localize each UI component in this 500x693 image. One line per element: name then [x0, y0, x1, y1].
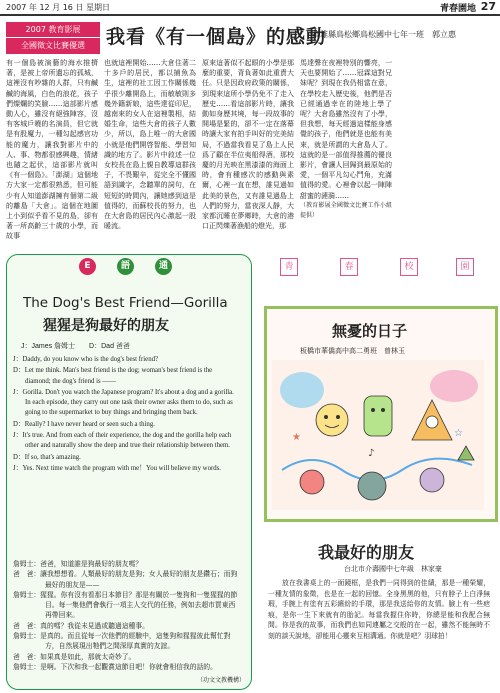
article-column-3: 原來這著似不起眼的小學是那麼的重要，背負著如此重責大任。只是因政府政策的關係，到現來這所小學仍免不了走入歷史……看這部影片時，讓我動如身歷其境，每一段故事的開場是緊的，卻不一定在落幕時讓大家有拍手叫好的完美結局，不過當我看見了島上人民爲了顧在半位夷船得酒，那校慶的月光映在黑漆漆的海面上時，會有種感次的感動與素爾，心裡一直在想，誰見過如此美的景色，又有誰見過島上人們的努力，當夜深人靜，大家都沉睡在夢鄉時，大倉的港口正閃爍著漁船的燈光，那 [202, 59, 294, 231]
essay-body: 放在我書桌上的一面鏡框，是我們一同得到的佳績，那是一種榮耀，一種友情的象徵，也是在一起的回憶。全身黑黑的他，只有脖子上白淨無瑕，手腕上有塗有五彩繽紛的手環，那是我送給你的友情。臉上有一些疤痕，是你一生下來就有的胎記。每當我握住你時，你總是能和我配合無間。你是我的故事，而我們也如同連屬之交般的在一起，雖然不能無時不刻的談天說地，卻能用心靈來互相溝通。你就是吧？羽球拍！ [268, 579, 490, 640]
article-column-1: 有一個島被演藝的海水推擠著，是被上帝所遺忘的孤城，這裡沒有吵雜的人群，只有鹹鹹的海風，白色的浪花，孩子們燦爛的笑臉……這部影片感動人心，雖沒有絕強陣容，沒有客城戶曉的名演員，但它就是有股魔力，一種勾起感官功能的魔力，讓我對影片中的人、事、物都很感興趣，情緒也隨之起伏，這部影片就叫《有一個島》。「澎湖」這個地方大家一定都很熟悉，但可能少有人知道澎湖擁有個第二級的離島「大倉」。這個在地圖上小到似乎看不見的島，卻有著一所高齡三十歲的小學，而故事 [6, 59, 98, 241]
issue-date: 2007 年 12 月 16 日 星期日 [6, 3, 110, 12]
dialogue-line: J：Daddy, do you know who is the dog's best friend? [13, 356, 159, 363]
dialogue-line: D：If so, that's amazing. [13, 453, 81, 461]
chinese-dialogue [13, 559, 239, 672]
dialogue-line-zh: 爸 爸：如果真是如此，那就太奇妙了。 [13, 652, 136, 661]
article-column-4-text: 馬達聲在夜裡特別的響亮，一天也要開始了……冠霖這對兄妹呢？到現在我仍相當在意，在學校走入歷史後，他們是否已經通過幸在的陸地上學了呢？大倉島雖然沒有了小學，但我想，每天經過這樣能身感覺的孩子，他們就是也能有美來，就是所謂的大倉島人了。這就的是一部值得推薦的優良影片，會讓人回歸到最原始的愛，一個平凡勾心鬥角，充滿值得的愛。心裡會以起一陣陣甜蜜的漣漪…… [300, 59, 392, 200]
dialogue-line-zh: 爸 爸：真的嗎？我從未見過或聽過這種事。 [13, 621, 149, 630]
dialogue-line-zh: 詹姆士：爸爸，知道誰是狗最好的朋友嗎？ [13, 560, 143, 568]
feature-byline: 高雄縣鳥松鄉鳥松國中七年一班 郭立惠 [312, 30, 456, 39]
header-bubble-e: E [79, 258, 96, 275]
header-bubble-tong: 通 [155, 258, 172, 275]
feature-title: 我看《有一個島》的感動 [106, 26, 327, 48]
english-corner-box [6, 254, 252, 690]
feature-article [6, 58, 494, 246]
dialogue-line: J：Yes. Next time watch the program with me！You will believe my words. [13, 464, 221, 472]
header-char-chun: 春 [340, 258, 358, 276]
english-title-zh: 猩猩是狗最好的朋友 [43, 318, 169, 334]
youth-campus-header [260, 254, 494, 282]
dialogue-line: D：Let me think. Man's best friend is the dog; woman's best friend is the diamond; the dog's friend is —— [13, 367, 213, 385]
header-char-xiao: 校 [400, 258, 418, 276]
contest-tag-line1: 2007 教育影展 [6, 22, 100, 38]
svg-text:♪: ♪ [368, 448, 375, 459]
section-name: 青春園地 [439, 4, 476, 14]
dialogue-line-zh: 詹姆士：猩猩。你有沒有看那日本節目？那是有關於一隻狗和一隻猩猩的節目。每一集他們會執行一項主人交代的任務，例如去超市買東西再帶回來。 [13, 590, 238, 620]
essay-title: 我最好的朋友 [318, 543, 415, 562]
header-rule [0, 14, 500, 16]
header-char-yuan: 園 [456, 258, 474, 276]
english-title: The Dog's Best Friend—Gorilla [23, 295, 228, 311]
article-note: （教育影展全國徵文比賽工作小組提供） [300, 201, 392, 220]
contest-tag-line2: 全國徵文比賽優選 [21, 41, 85, 50]
page-number: 27 [480, 0, 496, 13]
header-bubble-yu: 語 [117, 258, 134, 275]
dialogue-line: D：Really? I have never heard or seen such a thing. [13, 420, 155, 428]
english-credit: （功文文教機構） [196, 677, 245, 684]
cast-list: J：James 詹姆士 D：Dad 爸爸 [21, 343, 130, 350]
dialogue-line-zh: 爸 爸：讓我想想看。人類最好的朋友是狗；女人最好的朋友是鑽石；而狗最好的朋友是—— [13, 570, 238, 589]
english-dialogue [13, 355, 239, 475]
dialogue-line: J：Gorilla. Don't you watch the Japanese program? It's about a dog and a gorilla. In each episode, they carry out one task their owner asks them to do, such as going to the supermarket to buy things and bringing them back. [13, 388, 234, 417]
contest-tag [6, 22, 100, 54]
artwork-title: 無憂的日子 [332, 322, 408, 340]
artwork-byline: 板橋市華僑高中高二勇班 曾林玉 [300, 347, 405, 355]
dialogue-line: J：It's true. And from each of their experience, the dog and the gorilla help each other and naturally show the deep and true their relationship between them. [13, 432, 232, 450]
article-column-5 [398, 58, 490, 246]
essay-byline: 台北市介壽國中七年級 林家豪 [344, 565, 442, 573]
svg-text:☆: ☆ [454, 428, 463, 439]
dialogue-line-zh: 詹姆士：是啊。下次和我一起觀賞這節目吧！你就會相信我的話的。 [13, 662, 217, 671]
dialogue-line-zh: 詹姆士：是真的。而且從每一次他們的經驗中，這隻狗和猩猩彼此幫忙對方，自然展現出牠們之間深厚真實的友誼。 [13, 632, 231, 651]
header-char-qing: 青 [280, 258, 298, 276]
svg-text:★: ★ [292, 432, 301, 443]
artwork-illustration [272, 360, 484, 510]
english-corner-header [7, 255, 251, 279]
article-column-4 [300, 58, 392, 246]
article-column-2: 也就這裡開始……大倉住著二十多戶的居民，都以捕魚為生，這裡的社工因工作關係幾乎很少離開島上，而敏敏則多幾外籍新娘，這些達從印尼，越南來的女人在這裡製相，結婚生命，這些大倉的孩子人數少，所以，島上唯一的大倉國小就是他們開啓智能、學習知識的地方了。影片中敘述一位女校長在島上親自教導這群孩子，不畏艱辛，從完全不懂國語到識字，念聽單的詞句，在短短的時間內，讓她感到這是值得的，而蘇校長的努力，也在大倉島的居民內心激起一股暖流。 [104, 59, 196, 231]
